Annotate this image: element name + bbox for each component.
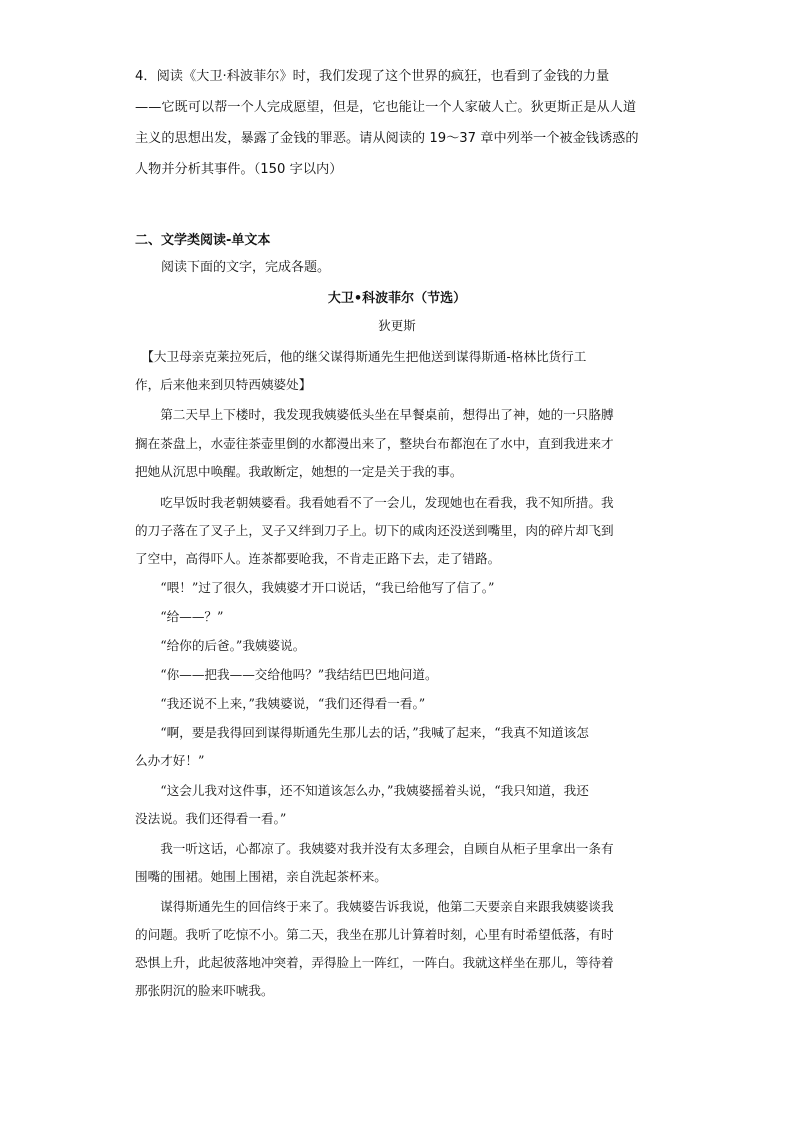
passage-line: “这会儿我对这件事，还不知道该怎么办，”我姨婆摇着头说，“我只知道，我还 [135, 783, 589, 798]
passage-line: 把她从沉思中唤醒。我敢断定，她想的一定是关于我的事。 [135, 464, 463, 479]
passage-line: 那张阴沉的脸来吓唬我。 [135, 983, 274, 998]
passage-line: 的刀子落在了叉子上，叉子又绊到刀子上。切下的咸肉还没送到嘴里，肉的碎片却飞到 [135, 523, 614, 538]
passage-line: 围嘴的围裙。她围上围裙，亲自洗起茶杯来。 [135, 869, 387, 884]
passage-body [135, 346, 675, 1008]
passage-line: 没法说。我们还得看一看。” [135, 811, 287, 826]
passage-line: “给你的后爸。”我姨婆说。 [135, 638, 306, 653]
passage-line: 我一听这话，心都凉了。我姨婆对我并没有太多理会，自顾自从柜子里拿出一条有 [135, 841, 614, 856]
passage-line: 作，后来他来到贝特西姨婆处】 [135, 377, 312, 392]
section-instruction: 阅读下面的文字，完成各题。 [161, 260, 331, 275]
passage-line: 么办才好！” [135, 753, 205, 768]
question-4 [135, 66, 675, 190]
passage-line: “给——？” [135, 609, 224, 624]
question-line: 人物并分析其事件。（150 字以内） [135, 162, 343, 177]
passage-line: 的问题。我听了吃惊不小。第二天，我坐在那儿计算着时刻，心里有时希望低落，有时 [135, 927, 614, 942]
passage-line: 恐惧上升，此起彼落地冲突着，弄得脸上一阵红，一阵白。我就这样坐在那儿，等待着 [135, 955, 614, 970]
passage-line: 谋得斯通先生的回信终于来了。我姨婆告诉我说，他第二天要亲自来跟我姨婆谈我 [135, 899, 614, 914]
passage-line: 了空中，高得吓人。连茶都要呛我，不肯走正路下去，走了错路。 [135, 551, 501, 566]
passage-line: “啊，要是我得回到谋得斯通先生那儿去的话，”我喊了起来，“我真不知道该怎 [135, 725, 589, 740]
passage-line: 第二天早上下楼时，我发现我姨婆低头坐在早餐桌前，想得出了神，她的一只胳膊 [135, 407, 614, 422]
passage-line: 【大卫母亲克莱拉死后，他的继父谋得斯通先生把他送到谋得斯通-格林比货行工 [135, 349, 587, 364]
passage-line: “你——把我——交给他吗？”我结结巴巴地问道。 [135, 667, 438, 682]
passage-author: 狄更斯 [378, 318, 416, 333]
passage-line: “喂！”过了很久，我姨婆才开口说话，“我已给他写了信了。” [135, 580, 495, 595]
section-heading: 二、文学类阅读-单文本 [135, 233, 271, 248]
passage-line: 吃早饭时我老朝姨婆看。我看她看不了一会儿，发现她也在看我，我不知所措。我 [135, 495, 614, 510]
passage-line: 搁在茶盘上，水壶往茶壶里倒的水都漫出来了，整块台布都泡在了水中，直到我进来才 [135, 436, 614, 451]
question-line: 主义的思想出发，暴露了金钱的罪恶。请从阅读的 19～37 章中列举一个被金钱诱惑的 [135, 131, 639, 146]
passage-line: “我还说不上来，”我姨婆说，“我们还得看一看。” [135, 696, 426, 711]
question-line: ——它既可以帮一个人完成愿望，但是，它也能让一个人家破人亡。狄更斯正是从人道 [135, 100, 637, 115]
question-line: 4．阅读《大卫·科波菲尔》时，我们发现了这个世界的疯狂，也看到了金钱的力量 [135, 69, 610, 84]
passage-title: 大卫•科波菲尔（节选） [327, 291, 467, 306]
